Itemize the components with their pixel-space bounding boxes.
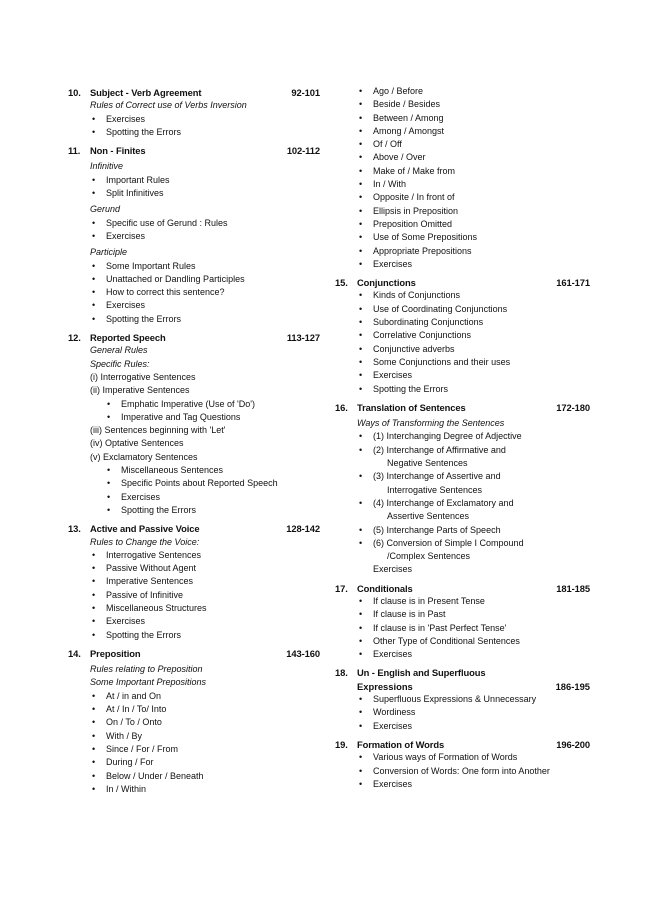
- list-item: • Exercises: [90, 299, 320, 312]
- list-item: • Ago / Before: [357, 85, 590, 98]
- list-item: • Among / Amongst: [357, 125, 590, 138]
- section-pages: 113-127: [286, 332, 320, 344]
- section-number: 11.: [68, 145, 81, 157]
- section-number: 18.: [335, 667, 348, 679]
- item-text-continued: Interrogative Sentences: [387, 484, 483, 495]
- list-item: • Spotting the Errors: [90, 629, 320, 642]
- list-item: • Appropriate Prepositions: [357, 245, 590, 258]
- list-item: • Make of / Make from: [357, 165, 590, 178]
- list-item: • Exercises: [357, 778, 590, 791]
- list-item: • Other Type of Conditional Sentences: [357, 635, 590, 648]
- list-item: • Miscellaneous Structures: [90, 602, 320, 615]
- section-12: [68, 331, 320, 517]
- section-title: Formation of Words: [357, 738, 445, 750]
- list-item: • Above / Over: [357, 151, 590, 164]
- subheading: Infinitive: [90, 161, 124, 172]
- subheading: Some Important Prepositions: [90, 677, 207, 688]
- list-item: • Split Infinitives: [90, 187, 320, 200]
- section-heading: [335, 582, 590, 595]
- section-heading: [68, 522, 320, 535]
- list-item: • Miscellaneous Sentences: [90, 464, 320, 477]
- list-item: • Passive Without Agent: [90, 562, 320, 575]
- list-item: • Exercises: [357, 258, 590, 271]
- list-item: • Exercises: [90, 491, 320, 504]
- subheading: Ways of Transforming the Sentences: [357, 418, 505, 429]
- section-number: 19.: [335, 738, 348, 750]
- text-line: (iii) Sentences beginning with 'Let': [90, 425, 226, 436]
- list-item: • Important Rules: [90, 174, 320, 187]
- section-number: 15.: [335, 277, 348, 289]
- list-item: [357, 497, 590, 524]
- section-title: Subject - Verb Agreement: [90, 87, 202, 98]
- text-line: (iv) Optative Sentences: [90, 438, 184, 449]
- list-item: • Of / Off: [357, 138, 590, 151]
- section-title: Non - Finites: [90, 145, 146, 157]
- section-pages: 181-185: [556, 582, 590, 594]
- section-title: Conditionals: [357, 582, 413, 594]
- section-heading: [68, 86, 320, 99]
- section-16: [335, 401, 590, 577]
- list-item: • Wordiness: [357, 706, 590, 719]
- section-heading: [68, 331, 320, 344]
- toc-right-column: [335, 85, 590, 796]
- section-number: 10.: [68, 87, 81, 98]
- subheading: General Rules: [90, 345, 148, 356]
- list-item: • Various ways of Formation of Words: [357, 751, 590, 764]
- list-item: • Passive of Infinitive: [90, 589, 320, 602]
- list-item: [357, 524, 590, 537]
- section-title: Conjunctions: [357, 277, 416, 289]
- section-pages: 172-180: [556, 401, 590, 413]
- section-10: [68, 86, 320, 139]
- section-heading: [335, 401, 590, 414]
- list-item: • Spotting the Errors: [90, 313, 320, 326]
- section-number: 17.: [335, 582, 348, 594]
- list-item: • At / In / To/ Into: [90, 703, 320, 716]
- list-item: • Some Conjunctions and their uses: [357, 356, 590, 369]
- section-pages: 128-142: [286, 523, 320, 535]
- list-item: • Kinds of Conjunctions: [357, 289, 590, 302]
- list-item: • If clause is in 'Past Perfect Tense': [357, 622, 590, 635]
- text-line: (v) Exclamatory Sentences: [90, 451, 198, 462]
- list-item: • On / To / Onto: [90, 716, 320, 729]
- list-item: • In / With: [357, 178, 590, 191]
- list-item: • Interrogative Sentences: [90, 549, 320, 562]
- section-title: Translation of Sentences: [357, 401, 466, 413]
- section-heading: [335, 666, 590, 679]
- item-text: (2) Interchange of Affirmative and: [373, 444, 506, 455]
- section-heading-continued: [335, 680, 590, 693]
- item-text: (4) Interchange of Exclamatory and: [373, 497, 514, 508]
- item-text-continued: Assertive Sentences: [387, 511, 470, 522]
- list-item: • Some Important Rules: [90, 260, 320, 273]
- section-heading: [335, 276, 590, 289]
- section-number: 13.: [68, 523, 81, 535]
- item-text-continued: Negative Sentences: [387, 458, 468, 469]
- list-item: • Correlative Conjunctions: [357, 329, 590, 342]
- section-number: 16.: [335, 401, 348, 413]
- section-18: [335, 666, 590, 732]
- list-item: • Spotting the Errors: [90, 504, 320, 517]
- item-text-continued: /Complex Sentences: [387, 551, 471, 562]
- list-item: • How to correct this sentence?: [90, 286, 320, 299]
- section-19: [335, 738, 590, 791]
- list-item: • Superfluous Expressions & Unnecessary: [357, 693, 590, 706]
- list-item: • Exercises: [357, 648, 590, 661]
- list-item: • With / By: [90, 730, 320, 743]
- subheading: Gerund: [90, 204, 121, 215]
- section-heading: [68, 647, 320, 660]
- section-pages: 161-171: [556, 277, 590, 289]
- list-item: • Imperative and Tag Questions: [90, 411, 320, 424]
- list-item: • Exercises: [90, 113, 320, 126]
- section-title-continued: Expressions: [357, 680, 413, 692]
- list-item: • Beside / Besides: [357, 98, 590, 111]
- section-heading: [335, 738, 590, 751]
- list-item: • At / in and On: [90, 690, 320, 703]
- list-item: • Exercises: [90, 230, 320, 243]
- section-title: Un - English and Superfluous: [357, 667, 486, 679]
- list-item: • If clause is in Present Tense: [357, 595, 590, 608]
- list-item: • If clause is in Past: [357, 608, 590, 621]
- section-11: [68, 144, 320, 326]
- list-item: • Ellipsis in Preposition: [357, 205, 590, 218]
- list-item: [357, 430, 590, 443]
- list-item: • Conjunctive adverbs: [357, 343, 590, 356]
- list-item: • Exercises: [357, 720, 590, 733]
- list-item: • Emphatic Imperative (Use of 'Do'): [90, 398, 320, 411]
- list-item: • Between / Among: [357, 112, 590, 125]
- list-item: • Opposite / In front of: [357, 191, 590, 204]
- list-item: [357, 444, 590, 471]
- list-item: • Subordinating Conjunctions: [357, 316, 590, 329]
- list-item: [357, 537, 590, 564]
- list-item: • Imperative Sentences: [90, 575, 320, 588]
- section-number: 14.: [68, 647, 81, 659]
- text-line: Exercises: [373, 564, 413, 575]
- list-item: • Exercises: [90, 615, 320, 628]
- list-item: • Spotting the Errors: [90, 126, 320, 139]
- item-text: (6) Conversion of Simple I Compound: [373, 537, 524, 548]
- section-17: [335, 582, 590, 662]
- subheading: Rules to Change the Voice:: [90, 536, 200, 547]
- section-14: [68, 647, 320, 796]
- list-item: • During / For: [90, 756, 320, 769]
- list-item: • Exercises: [357, 369, 590, 382]
- list-item: • Below / Under / Beneath: [90, 770, 320, 783]
- subheading: Rules of Correct use of Verbs Inversion: [90, 100, 247, 111]
- list-item: • Use of Coordinating Conjunctions: [357, 303, 590, 316]
- list-item: • Unattached or Dandling Participles: [90, 273, 320, 286]
- item-text: (3) Interchange of Assertive and: [373, 471, 501, 482]
- subheading: Specific Rules:: [90, 358, 150, 369]
- toc-left-column: [68, 86, 320, 801]
- text-line: (ii) Imperative Sentences: [90, 385, 190, 396]
- section-pages: 186-195: [555, 680, 590, 692]
- section-pages: 92-101: [291, 87, 320, 98]
- section-pages: 196-200: [556, 738, 590, 750]
- section-heading: [68, 144, 320, 157]
- section-15: [335, 276, 590, 396]
- text-line: (i) Interrogative Sentences: [90, 371, 196, 382]
- section-number: 12.: [68, 332, 81, 344]
- item-text: (1) Interchanging Degree of Adjective: [373, 431, 522, 442]
- item-text: (5) Interchange Parts of Speech: [373, 524, 501, 535]
- list-item: • Spotting the Errors: [357, 383, 590, 396]
- section-13: [68, 522, 320, 642]
- subheading: Rules relating to Preposition: [90, 664, 203, 675]
- section-title: Preposition: [90, 647, 141, 659]
- section-title: Reported Speech: [90, 332, 166, 344]
- subheading: Participle: [90, 247, 128, 258]
- section-title: Active and Passive Voice: [90, 523, 200, 535]
- list-item: [357, 470, 590, 497]
- list-item: • Since / For / From: [90, 743, 320, 756]
- section-pages: 143-160: [286, 647, 320, 659]
- list-item: • Specific use of Gerund : Rules: [90, 217, 320, 230]
- list-item: • Conversion of Words: One form into Another: [357, 765, 590, 778]
- section-14-continued: [335, 85, 590, 271]
- section-pages: 102-112: [286, 145, 320, 157]
- list-item: • In / Within: [90, 783, 320, 796]
- list-item: • Specific Points about Reported Speech: [90, 477, 320, 490]
- list-item: • Preposition Omitted: [357, 218, 590, 231]
- list-item: • Use of Some Prepositions: [357, 231, 590, 244]
